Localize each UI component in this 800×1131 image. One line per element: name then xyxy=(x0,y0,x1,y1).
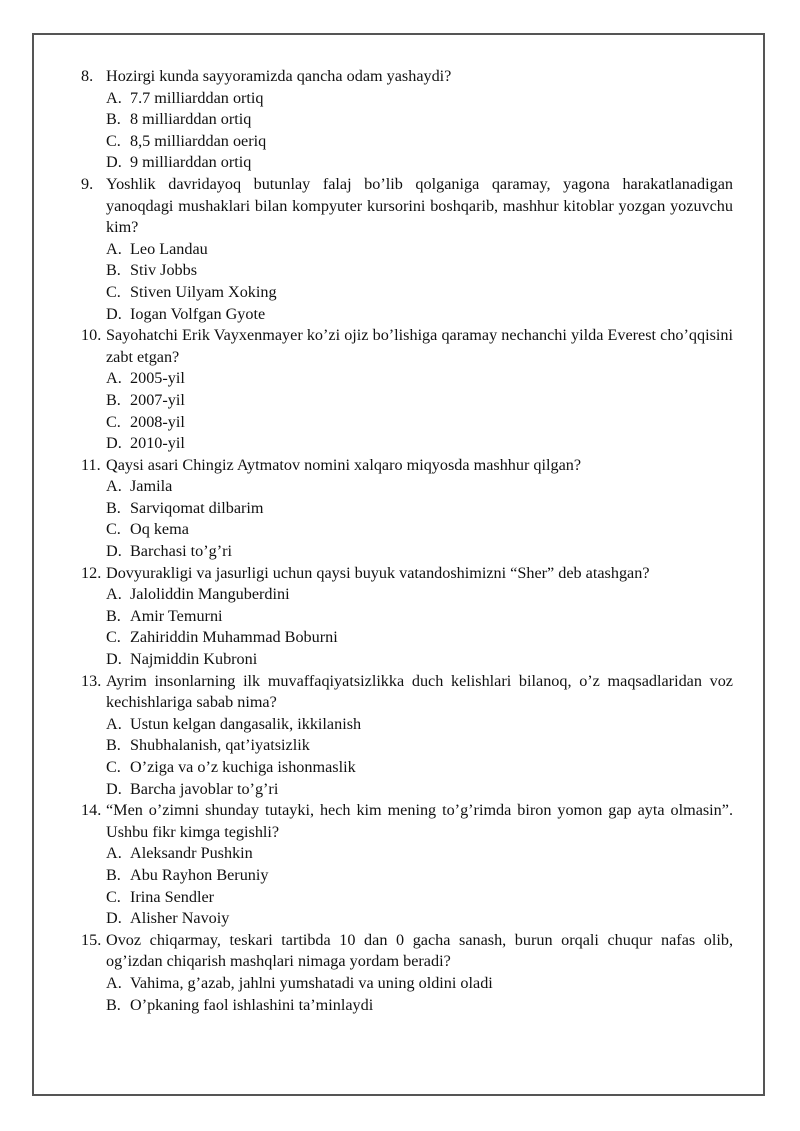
answer-option xyxy=(48,152,733,174)
option-letter: B. xyxy=(106,606,121,625)
option-letter: A. xyxy=(106,844,122,863)
question-text: Dovyurakligi va jasurligi uchun qaysi buyuk vatandoshimizni “Sher” deb atashgan? xyxy=(106,563,650,582)
question-11 xyxy=(48,455,733,477)
option-text: Zahiriddin Muhammad Boburni xyxy=(130,628,338,647)
option-letter: B. xyxy=(106,498,121,517)
question-10 xyxy=(48,325,733,368)
option-text: Jaloliddin Manguberdini xyxy=(130,585,290,604)
question-number: 14. xyxy=(81,801,102,820)
option-letter: C. xyxy=(106,758,121,776)
option-letter: C. xyxy=(106,520,121,539)
answer-option xyxy=(48,714,733,736)
option-letter: C. xyxy=(106,412,121,431)
answer-option xyxy=(48,908,733,930)
answer-option xyxy=(48,260,733,282)
question-13 xyxy=(48,671,733,714)
option-text: Stiv Jobbs xyxy=(130,261,198,280)
question-9 xyxy=(48,174,733,239)
option-letter: A. xyxy=(106,369,122,388)
answer-option xyxy=(48,239,733,261)
answer-option xyxy=(48,109,733,131)
option-letter: B. xyxy=(106,736,121,755)
option-text: O’ziga va o’z kuchiga ishonmaslik xyxy=(130,758,356,776)
answer-option xyxy=(48,519,733,541)
answer-option xyxy=(48,584,733,606)
question-15 xyxy=(48,930,733,973)
question-number: 12. xyxy=(81,563,102,582)
option-letter: B. xyxy=(106,390,121,409)
answer-option xyxy=(48,368,733,390)
option-letter: B. xyxy=(106,110,121,129)
option-text: Shubhalanish, qat’iyatsizlik xyxy=(130,736,310,755)
option-text: 8 milliarddan ortiq xyxy=(130,110,252,129)
option-letter: A. xyxy=(106,239,122,258)
question-number: 13. xyxy=(81,671,102,690)
answer-option xyxy=(48,865,733,887)
option-letter: C. xyxy=(106,131,121,150)
answer-option xyxy=(48,887,733,909)
option-text: Stiven Uilyam Xoking xyxy=(130,282,277,301)
answer-option xyxy=(48,282,733,304)
option-letter: A. xyxy=(106,88,122,107)
answer-option xyxy=(48,476,733,498)
option-letter: B. xyxy=(106,261,121,280)
answer-option xyxy=(48,757,733,779)
question-8 xyxy=(48,66,733,88)
option-text: Sarviqomat dilbarim xyxy=(130,498,264,517)
answer-option xyxy=(48,88,733,110)
option-text: Ustun kelgan dangasalik, ikkilanish xyxy=(130,714,362,733)
option-text: 2007-yil xyxy=(130,390,185,409)
option-letter: B. xyxy=(106,995,121,1014)
question-text: Hozirgi kunda sayyoramizda qancha odam yashaydi? xyxy=(106,67,452,85)
option-letter: C. xyxy=(106,628,121,647)
option-text: Barchasi to’g’ri xyxy=(130,542,233,561)
answer-option xyxy=(48,843,733,865)
option-text: Vahima, g’azab, jahlni yumshatadi va uning oldini oladi xyxy=(130,973,493,992)
option-text: 8,5 milliarddan oeriq xyxy=(130,131,267,150)
question-12 xyxy=(48,563,733,585)
option-text: Barcha javoblar to’g’ri xyxy=(130,779,279,798)
option-letter: D. xyxy=(106,153,122,172)
option-letter: A. xyxy=(106,973,122,992)
option-letter: D. xyxy=(106,434,122,453)
question-text: “Men o’zimni shunday tutayki, hech kim mening to’g’rimda biron yomon gap ayta olmasin”. Ushbu fikr kimga tegishli? xyxy=(106,801,733,841)
question-text: Sayohatchi Erik Vayxenmayer ko’zi ojiz bo’lishiga qaramay nechanchi yilda Everest cho’qqisini zabt etgan? xyxy=(106,326,733,366)
option-text: Leo Landau xyxy=(130,239,208,258)
question-number: 9. xyxy=(81,174,94,193)
option-text: Najmiddin Kubroni xyxy=(130,650,258,669)
answer-option xyxy=(48,627,733,649)
question-text: Qaysi asari Chingiz Aytmatov nomini xalqaro miqyosda mashhur qilgan? xyxy=(106,455,582,474)
answer-option xyxy=(48,995,733,1017)
question-list xyxy=(48,66,733,1016)
option-letter: C. xyxy=(106,887,121,906)
question-number: 8. xyxy=(81,67,94,85)
option-text: Irina Sendler xyxy=(130,887,215,906)
answer-option xyxy=(48,973,733,995)
option-text: 9 milliarddan ortiq xyxy=(130,153,252,172)
option-letter: B. xyxy=(106,865,121,884)
answer-option xyxy=(48,498,733,520)
option-letter: D. xyxy=(106,542,122,561)
option-letter: A. xyxy=(106,585,122,604)
option-text: Abu Rayhon Beruniy xyxy=(130,865,269,884)
option-text: Iogan Volfgan Gyote xyxy=(130,304,266,323)
option-letter: D. xyxy=(106,650,122,669)
answer-option xyxy=(48,412,733,434)
question-number: 15. xyxy=(81,930,102,949)
option-text: Aleksandr Pushkin xyxy=(130,844,253,863)
answer-option xyxy=(48,541,733,563)
question-text: Yoshlik davridayoq butunlay falaj bo’lib qolganiga qaramay, yagona harakatlanadigan yanoqdagi mushaklari bilan kompyuter kursorini boshqarib, mashhur kitoblar yozgan yozuvchu kim? xyxy=(106,174,733,237)
answer-option xyxy=(48,390,733,412)
question-14 xyxy=(48,800,733,843)
question-number: 11. xyxy=(81,455,101,474)
answer-option xyxy=(48,606,733,628)
option-text: Alisher Navoiy xyxy=(130,909,230,928)
option-text: 2010-yil xyxy=(130,434,185,453)
option-text: O’pkaning faol ishlashini ta’minlaydi xyxy=(130,995,374,1014)
option-letter: D. xyxy=(106,909,122,928)
option-letter: D. xyxy=(106,304,122,323)
answer-option xyxy=(48,779,733,801)
option-text: Oq kema xyxy=(130,520,189,539)
option-letter: A. xyxy=(106,714,122,733)
option-letter: D. xyxy=(106,779,122,798)
question-text: Ovoz chiqarmay, teskari tartibda 10 dan 0 gacha sanash, burun orqali chuqur nafas olib, og’izdan chiqarish mashqlari nimaga yordam beradi? xyxy=(106,930,733,971)
answer-option xyxy=(48,649,733,671)
answer-option xyxy=(48,433,733,455)
option-text: 2008-yil xyxy=(130,412,185,431)
option-text: Jamila xyxy=(130,477,173,496)
answer-option xyxy=(48,735,733,757)
option-letter: C. xyxy=(106,282,121,301)
option-text: 7.7 milliarddan ortiq xyxy=(130,88,264,107)
question-text: Ayrim insonlarning ilk muvaffaqiyatsizlikka duch kelishlari bilanoq, o’z maqsadlaridan voz kechishlariga sabab nima? xyxy=(106,671,733,712)
option-letter: A. xyxy=(106,477,122,496)
option-text: Amir Temurni xyxy=(130,606,223,625)
question-number: 10. xyxy=(81,326,102,345)
option-text: 2005-yil xyxy=(130,369,185,388)
answer-option xyxy=(48,304,733,326)
answer-option xyxy=(48,131,733,153)
